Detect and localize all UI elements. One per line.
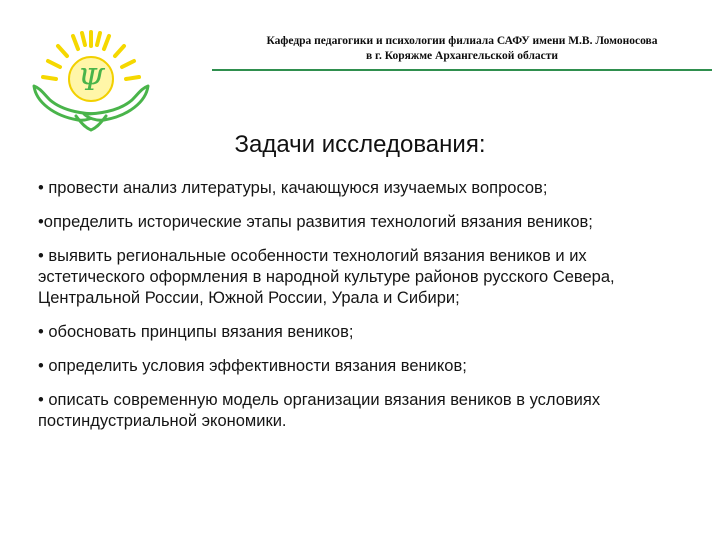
header-line-1: Кафедра педагогики и психологии филиала САФУ имени М.В. Ломоносова [266, 35, 658, 47]
task-item-4: • обосновать принципы вязания веников; [38, 323, 354, 341]
svg-text:Ψ: Ψ [77, 63, 105, 98]
task-item-6: • описать современную модель организации вязания веников в условиях постиндустриальной экономики. [38, 391, 601, 430]
title-colon: : [478, 131, 486, 158]
slide-title [0, 130, 720, 160]
task-item-2: •определить исторические этапы развития технологий вязания веников; [38, 213, 593, 231]
task-item-5: • определить условия эффективности вязания веников; [38, 357, 467, 375]
title-text: Задачи исследования [234, 131, 479, 158]
department-header [212, 34, 712, 64]
sun-hands-logo-icon [26, 24, 156, 134]
task-item-1: • провести анализ литературы, качающуюся изучаемых вопросов; [38, 179, 548, 197]
task-item-3: • выявить региональные особенности технологий вязания веников и их эстетического оформления в народной культуре районов русского Севера, Центральной России, Южной России, Урала и Сибири; [38, 247, 615, 307]
header-line-2: в г. Коряжме Архангельской области [365, 50, 559, 62]
tasks-list [38, 178, 698, 445]
header-divider [212, 69, 712, 71]
